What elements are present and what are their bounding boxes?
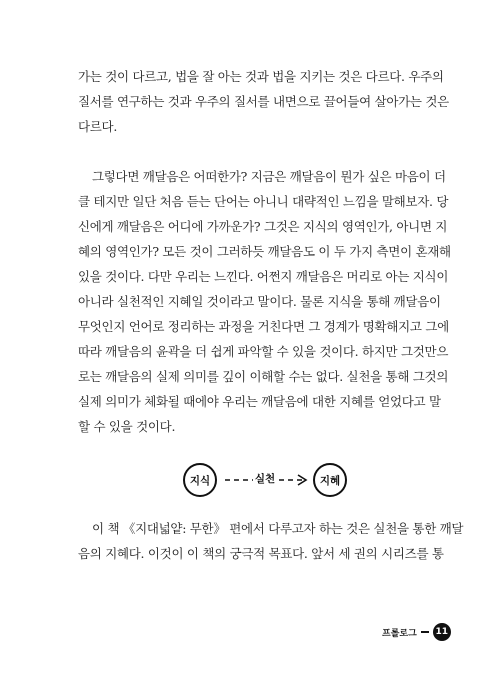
text-line: 할 수 있을 것이다. xyxy=(78,419,176,434)
text-line: 실제 의미가 체화될 때에야 우리는 깨달음에 대한 지혜를 얻었다고 말 xyxy=(78,394,441,409)
knowledge-practice-wisdom-diagram xyxy=(183,460,347,506)
text-line: 가는 것이 다르고, 법을 잘 아는 것과 법을 지키는 것은 다르다. 우주의 xyxy=(78,69,444,84)
wisdom-label: 지혜 xyxy=(319,474,341,487)
text-line: 클 테지만 일단 처음 듣는 단어는 아니니 대략적인 느낌을 말해보자. 당 xyxy=(78,194,449,209)
text-line: 무엇인지 언어로 정리하는 과정을 거친다면 그 경계가 명확해지고 그에 xyxy=(78,319,449,334)
footer-dash-icon xyxy=(421,631,429,633)
text-line: 음의 지혜다. 이것이 이 책의 궁극적 목표다. 앞서 세 권의 시리즈를 통 xyxy=(78,546,444,561)
text-line: 그렇다면 깨달음은 어떠한가? 지금은 깨달음이 뭔가 싶은 마음이 더 xyxy=(92,169,446,184)
text-line: 혜의 영역인가? 모든 것이 그러하듯 깨달음도 이 두 가지 측면이 혼재해 xyxy=(78,244,451,259)
text-line: 신에게 깨달음은 어디에 가까운가? 그것은 지식의 영역인가, 아니면 지 xyxy=(78,219,448,234)
text-line: 질서를 연구하는 것과 우주의 질서를 내면으로 끌어들여 살아가는 것은 xyxy=(78,94,449,109)
page-footer xyxy=(382,622,451,642)
paragraph-2 xyxy=(78,164,451,439)
knowledge-label: 지식 xyxy=(189,474,211,487)
knowledge-bubble xyxy=(183,463,217,497)
text-line: 로는 깨달음의 실제 의미를 깊이 이해할 수는 없다. 실천을 통해 그것의 xyxy=(78,369,449,384)
section-label: 프롤로그 xyxy=(382,628,417,639)
paragraph-1 xyxy=(78,64,449,139)
wisdom-bubble xyxy=(313,463,347,497)
text-line: 다르다. xyxy=(78,119,117,134)
text-line: 있을 것이다. 다만 우리는 느낀다. 어쩐지 깨달음은 머리로 아는 지식이 xyxy=(78,269,449,284)
practice-label: 실천 xyxy=(254,473,276,485)
page-number: 11 xyxy=(433,623,451,641)
paragraph-3 xyxy=(78,516,464,566)
text-line: 따라 깨달음의 윤곽을 더 쉽게 파악할 수 있을 것이다. 하지만 그것만으 xyxy=(78,344,449,359)
text-line: 아니라 실천적인 지혜일 것이라고 말이다. 물론 지식을 통해 깨달음이 xyxy=(78,294,441,309)
text-line: 이 책 《지대넓얕: 무한》 편에서 다루고자 하는 것은 실천을 통한 깨달 xyxy=(92,521,464,536)
